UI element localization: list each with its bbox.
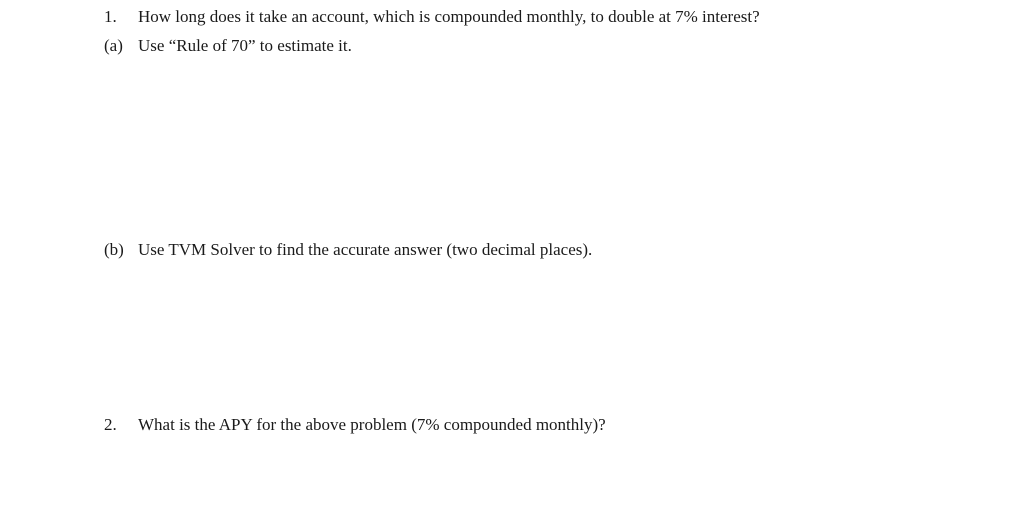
part-text: Use “Rule of 70” to estimate it. [138,36,352,55]
question-text: How long does it take an account, which is compounded monthly, to double at 7% interest? [138,7,760,26]
question-text: What is the APY for the above problem (7% compounded monthly)? [138,415,606,434]
part-label: (b) [104,240,124,259]
question-number: 1. [104,7,117,26]
question-number: 2. [104,415,117,434]
part-label: (a) [104,36,123,55]
part-text: Use TVM Solver to find the accurate answer (two decimal places). [138,240,593,259]
